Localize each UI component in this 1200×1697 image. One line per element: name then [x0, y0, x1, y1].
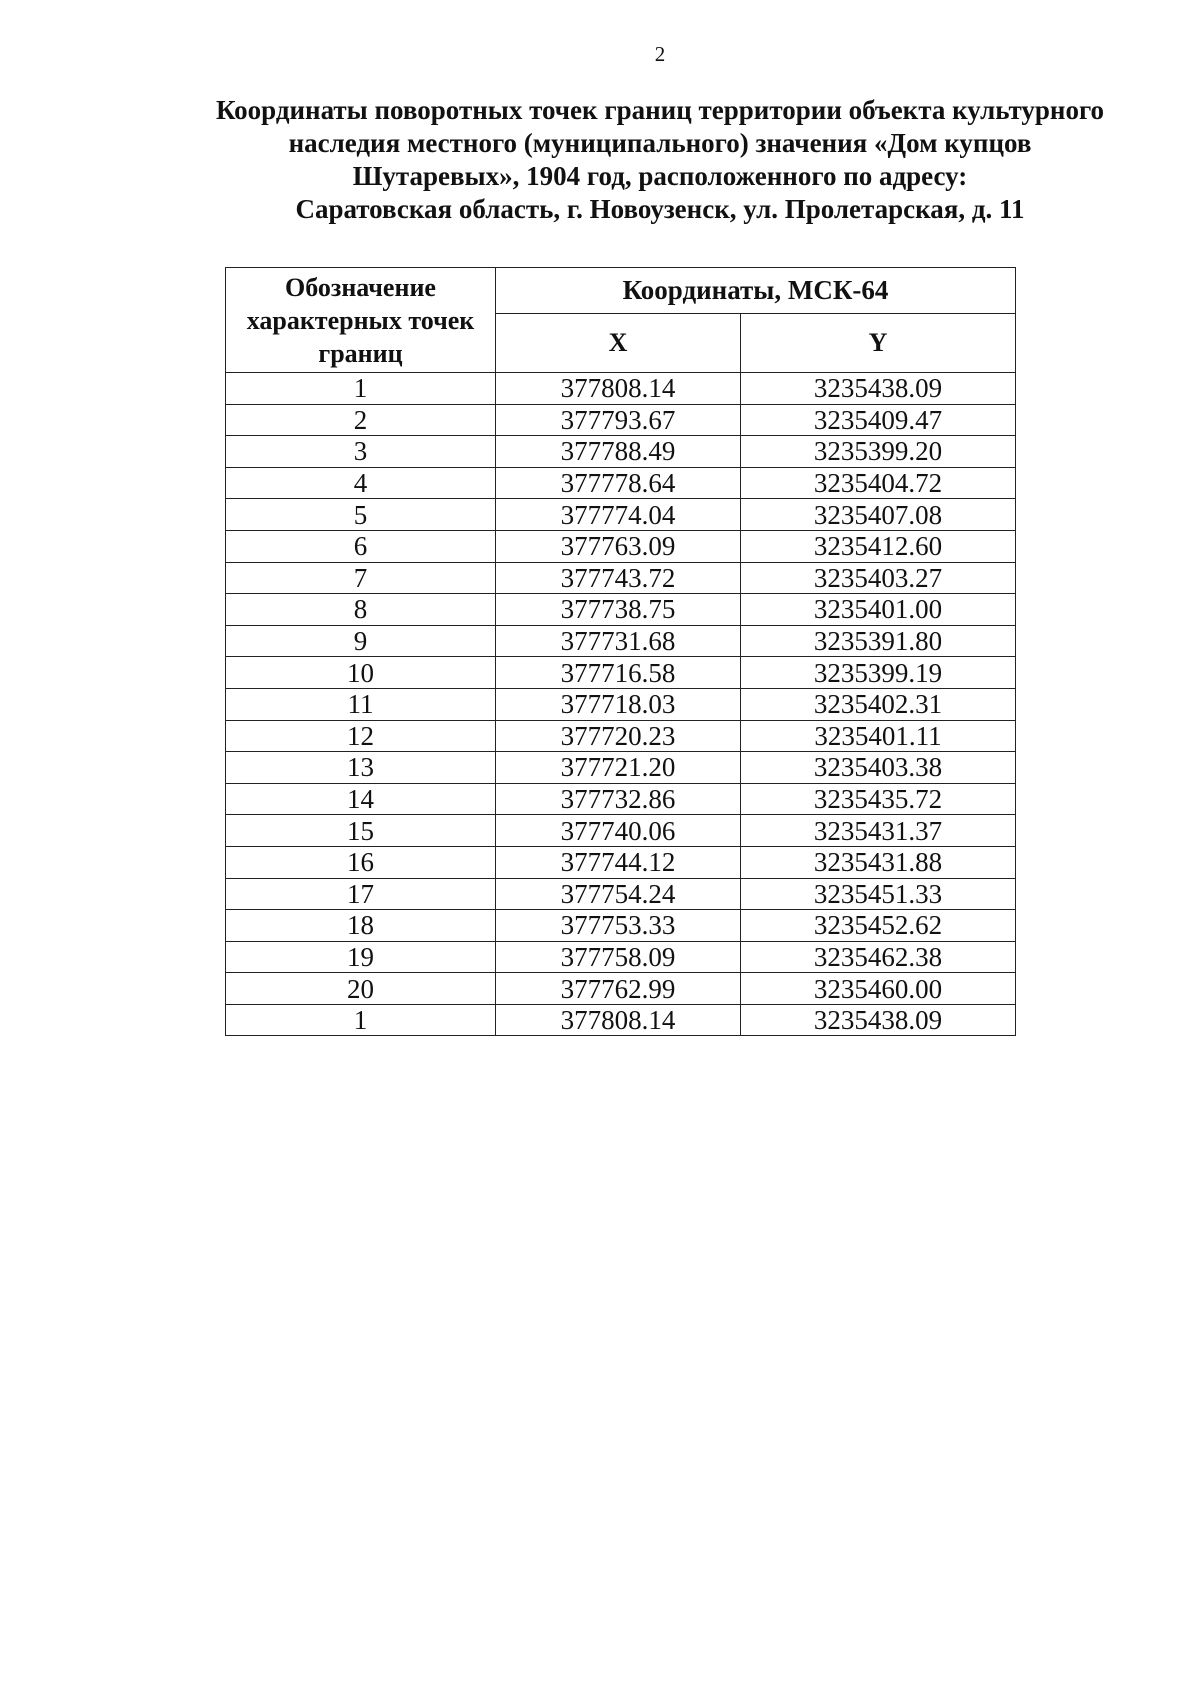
x-cell: 377753.33	[496, 910, 741, 942]
table-row	[226, 467, 1016, 499]
point-cell: 19	[226, 941, 496, 973]
x-header: X	[496, 313, 741, 372]
x-cell: 377808.14	[496, 373, 741, 405]
point-cell: 1	[226, 1004, 496, 1036]
point-label-header: Обозначение характерных точек границ	[226, 268, 496, 373]
point-cell: 6	[226, 530, 496, 562]
table-header-row	[226, 268, 1016, 314]
point-cell: 14	[226, 783, 496, 815]
y-cell: 3235462.38	[741, 941, 1016, 973]
x-cell: 377738.75	[496, 594, 741, 626]
y-cell: 3235435.72	[741, 783, 1016, 815]
table-row	[226, 783, 1016, 815]
y-cell: 3235399.20	[741, 436, 1016, 468]
x-cell: 377762.99	[496, 973, 741, 1005]
y-cell: 3235431.88	[741, 846, 1016, 878]
x-cell: 377744.12	[496, 846, 741, 878]
table-row	[226, 878, 1016, 910]
x-cell: 377720.23	[496, 720, 741, 752]
y-cell: 3235402.31	[741, 688, 1016, 720]
point-cell: 10	[226, 657, 496, 689]
x-cell: 377793.67	[496, 404, 741, 436]
y-cell: 3235403.27	[741, 562, 1016, 594]
table-row	[226, 688, 1016, 720]
point-cell: 17	[226, 878, 496, 910]
point-cell: 1	[226, 373, 496, 405]
x-cell: 377740.06	[496, 815, 741, 847]
table-row	[226, 720, 1016, 752]
x-cell: 377754.24	[496, 878, 741, 910]
y-cell: 3235399.19	[741, 657, 1016, 689]
point-cell: 15	[226, 815, 496, 847]
y-cell: 3235438.09	[741, 373, 1016, 405]
title-line: Координаты поворотных точек границ территории объекта культурного	[215, 95, 1105, 125]
point-cell: 13	[226, 752, 496, 784]
y-cell: 3235460.00	[741, 973, 1016, 1005]
y-cell: 3235431.37	[741, 815, 1016, 847]
y-cell: 3235403.38	[741, 752, 1016, 784]
title-line: Шутаревых», 1904 год, расположенного по адресу:	[352, 161, 968, 191]
document-title	[170, 94, 1150, 226]
point-cell: 5	[226, 499, 496, 531]
table-row	[226, 562, 1016, 594]
title-line: наследия местного (муниципального) значения «Дом купцов	[288, 128, 1032, 158]
x-cell: 377721.20	[496, 752, 741, 784]
table-row	[226, 657, 1016, 689]
y-cell: 3235404.72	[741, 467, 1016, 499]
x-cell: 377758.09	[496, 941, 741, 973]
point-cell: 2	[226, 404, 496, 436]
point-cell: 11	[226, 688, 496, 720]
x-cell: 377788.49	[496, 436, 741, 468]
table-row	[226, 846, 1016, 878]
table-row	[226, 373, 1016, 405]
point-cell: 20	[226, 973, 496, 1005]
table-row	[226, 530, 1016, 562]
table-row	[226, 941, 1016, 973]
page-number: 2	[654, 42, 666, 66]
point-cell: 3	[226, 436, 496, 468]
x-cell: 377763.09	[496, 530, 741, 562]
coordinates-table	[225, 267, 1016, 1036]
x-cell: 377718.03	[496, 688, 741, 720]
x-cell: 377774.04	[496, 499, 741, 531]
y-cell: 3235407.08	[741, 499, 1016, 531]
y-cell: 3235401.11	[741, 720, 1016, 752]
point-cell: 16	[226, 846, 496, 878]
table-row	[226, 973, 1016, 1005]
point-cell: 4	[226, 467, 496, 499]
x-cell: 377732.86	[496, 783, 741, 815]
table-row	[226, 594, 1016, 626]
y-cell: 3235401.00	[741, 594, 1016, 626]
y-cell: 3235452.62	[741, 910, 1016, 942]
table-row	[226, 625, 1016, 657]
table-row	[226, 404, 1016, 436]
x-cell: 377731.68	[496, 625, 741, 657]
point-cell: 9	[226, 625, 496, 657]
x-cell: 377716.58	[496, 657, 741, 689]
x-cell: 377743.72	[496, 562, 741, 594]
point-cell: 18	[226, 910, 496, 942]
point-cell: 12	[226, 720, 496, 752]
table-row	[226, 1004, 1016, 1036]
table-row	[226, 499, 1016, 531]
coordinates-group-header: Координаты, МСК-64	[496, 268, 1016, 314]
title-line: Саратовская область, г. Новоузенск, ул. Пролетарская, д. 11	[295, 194, 1025, 224]
y-cell: 3235412.60	[741, 530, 1016, 562]
x-cell: 377808.14	[496, 1004, 741, 1036]
x-cell: 377778.64	[496, 467, 741, 499]
y-cell: 3235438.09	[741, 1004, 1016, 1036]
table-row	[226, 436, 1016, 468]
table-row	[226, 752, 1016, 784]
point-cell: 7	[226, 562, 496, 594]
y-cell: 3235451.33	[741, 878, 1016, 910]
y-cell: 3235391.80	[741, 625, 1016, 657]
table-row	[226, 815, 1016, 847]
table-body	[226, 373, 1016, 1036]
table-row	[226, 910, 1016, 942]
point-cell: 8	[226, 594, 496, 626]
y-cell: 3235409.47	[741, 404, 1016, 436]
y-header: Y	[741, 313, 1016, 372]
